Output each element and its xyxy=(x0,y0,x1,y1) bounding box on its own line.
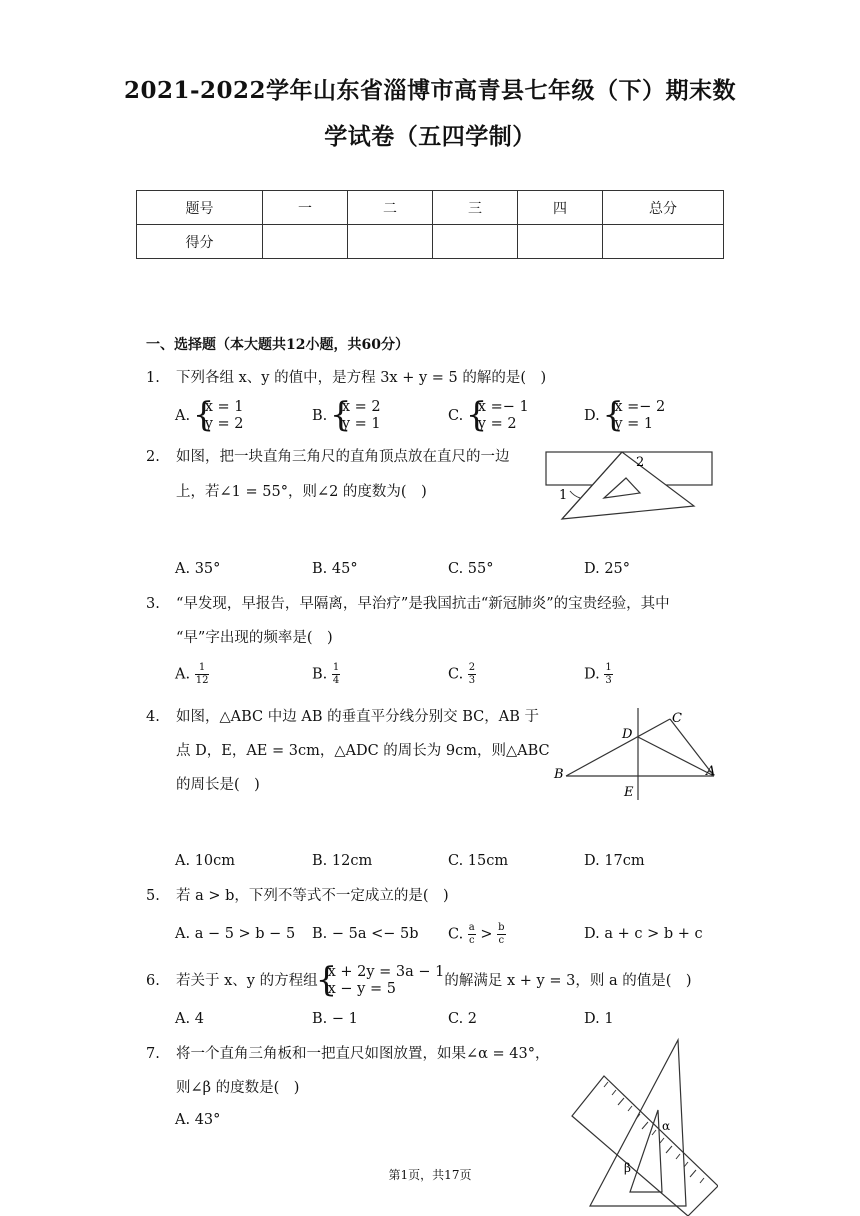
option-a[interactable] xyxy=(175,662,209,687)
option-label: D. xyxy=(584,408,600,424)
score-table-score-row xyxy=(137,225,724,259)
option-d[interactable]: D. 17cm xyxy=(584,853,645,869)
fraction: $\frac{1}{4}$ xyxy=(332,662,340,686)
option-label: A. xyxy=(175,666,191,683)
option-a[interactable]: A. 43° xyxy=(175,1112,221,1128)
point-label-b: B xyxy=(554,767,564,782)
triangle-ruler-figure xyxy=(568,1036,718,1216)
header-cell: 三 xyxy=(433,191,518,225)
inequality-sign: > xyxy=(480,926,493,943)
option-a[interactable]: A. a − 5 > b − 5 xyxy=(175,926,296,942)
question-text: “早”字出现的频率是( ) xyxy=(176,630,333,646)
point-label-c: C xyxy=(672,711,682,726)
header-cell: 二 xyxy=(348,191,433,225)
option-d[interactable] xyxy=(584,399,665,433)
angle-label-beta: β xyxy=(624,1161,631,1175)
option-label: D. xyxy=(584,666,600,683)
point-label-d: D xyxy=(622,727,633,742)
header-cell: 一 xyxy=(263,191,348,225)
equation-system: { x =− 2 y = 1 xyxy=(604,399,665,433)
question-text: 若关于 x、y 的方程组 { x + 2y = 3a − 1 x − y = 5 的解满足 x + y = 3，则 a 的值是( ) xyxy=(176,964,692,998)
question-text: 如图，△ABC 中边 AB 的垂直平分线分别交 BC，AB 于 xyxy=(176,709,539,725)
fraction: $\frac{b}{c}$ xyxy=(498,922,505,946)
option-c[interactable]: C. 15cm xyxy=(448,853,509,869)
fraction: $\frac{1}{3}$ xyxy=(605,662,612,686)
score-cell[interactable] xyxy=(263,225,348,259)
point-label-a: A xyxy=(706,764,716,779)
equation-system: { x = 1 y = 2 xyxy=(195,399,244,433)
score-cell[interactable] xyxy=(518,225,603,259)
score-table xyxy=(136,190,724,259)
option-c[interactable] xyxy=(448,662,476,687)
option-a[interactable]: A. 4 xyxy=(175,1011,204,1027)
score-cell[interactable] xyxy=(603,225,724,259)
exam-title-line1: 2021-2022学年山东省淄博市高青县七年级（下）期末数 xyxy=(123,77,737,104)
question-text: “早发现，早报告，早隔离，早治疗”是我国抗击“新冠肺炎”的宝贵经验，其中 xyxy=(176,596,670,612)
page-footer: 第1页，共17页 xyxy=(388,1168,472,1182)
section-title: 一、选择题（本大题共12小题，共60分） xyxy=(146,337,409,353)
option-d[interactable]: D. 1 xyxy=(584,1011,614,1027)
option-b[interactable]: B. − 1 xyxy=(312,1011,358,1027)
question-text: 点 D，E，AE = 3cm，△ADC 的周长为 9cm，则△ABC xyxy=(176,743,550,759)
score-table-header-row xyxy=(137,191,724,225)
question-text: 下列各组 x、y 的值中，是方程 3x + y = 5 的解的是( ) xyxy=(176,370,547,386)
equation-system: { x = 2 y = 1 xyxy=(332,399,381,433)
row-label: 得分 xyxy=(137,225,263,259)
fraction: $\frac{2}{3}$ xyxy=(468,662,476,686)
option-label: B. xyxy=(312,408,328,424)
equation-system: { x + 2y = 3a − 1 x − y = 5 xyxy=(318,964,445,998)
option-a[interactable]: A. 35° xyxy=(175,561,221,577)
question-number: 1. xyxy=(146,370,160,386)
fraction: $\frac{1}{12}$ xyxy=(195,662,209,686)
question-text: 则∠β 的度数是( ) xyxy=(176,1080,300,1096)
header-cell: 总分 xyxy=(603,191,724,225)
angle-label-1: 1 xyxy=(559,488,568,503)
perpendicular-bisector-figure xyxy=(548,704,720,800)
question-number: 3. xyxy=(146,596,160,612)
exam-title-line2: 学试卷（五四学制） xyxy=(324,123,536,150)
option-label: C. xyxy=(448,926,464,943)
score-cell[interactable] xyxy=(348,225,433,259)
question-text: 如图，把一块直角三角尺的直角顶点放在直尺的一边 xyxy=(176,449,510,465)
equation-system: { x =− 1 y = 2 xyxy=(468,399,529,433)
header-cell: 题号 xyxy=(137,191,263,225)
option-a[interactable] xyxy=(175,399,244,433)
point-label-e: E xyxy=(624,785,634,800)
question-number: 6. xyxy=(146,973,160,989)
option-a[interactable]: A. 10cm xyxy=(175,853,236,869)
angle-label-2: 2 xyxy=(636,455,645,470)
angle-label-alpha: α xyxy=(662,1119,671,1133)
option-c[interactable] xyxy=(448,922,506,947)
option-c[interactable]: C. 2 xyxy=(448,1011,478,1027)
option-b[interactable] xyxy=(312,399,381,433)
option-b[interactable] xyxy=(312,662,340,687)
option-b[interactable]: B. − 5a <− 5b xyxy=(312,926,419,942)
fraction: $\frac{a}{c}$ xyxy=(468,922,475,946)
question-text: 上，若∠1 = 55°，则∠2 的度数为( ) xyxy=(176,484,427,500)
question-text: 若 a > b，下列不等式不一定成立的是( ) xyxy=(176,888,449,904)
option-d[interactable] xyxy=(584,662,613,687)
header-cell: 四 xyxy=(518,191,603,225)
question-number: 2. xyxy=(146,449,160,465)
option-label: C. xyxy=(448,408,464,424)
score-cell[interactable] xyxy=(433,225,518,259)
question-number: 7. xyxy=(146,1046,160,1062)
ruler-triangle-figure xyxy=(544,448,716,524)
option-c[interactable] xyxy=(448,399,529,433)
option-label: B. xyxy=(312,666,328,683)
option-c[interactable]: C. 55° xyxy=(448,561,494,577)
option-b[interactable]: B. 12cm xyxy=(312,853,373,869)
question-text: 将一个直角三角板和一把直尺如图放置，如果∠α = 43°， xyxy=(176,1046,550,1062)
question-number: 5. xyxy=(146,888,160,904)
question-number: 4. xyxy=(146,709,160,725)
option-d[interactable]: D. 25° xyxy=(584,561,631,577)
option-label: C. xyxy=(448,666,464,683)
question-text: 的周长是( ) xyxy=(176,777,260,793)
option-label: A. xyxy=(175,408,191,424)
option-b[interactable]: B. 45° xyxy=(312,561,358,577)
option-d[interactable]: D. a + c > b + c xyxy=(584,926,703,942)
